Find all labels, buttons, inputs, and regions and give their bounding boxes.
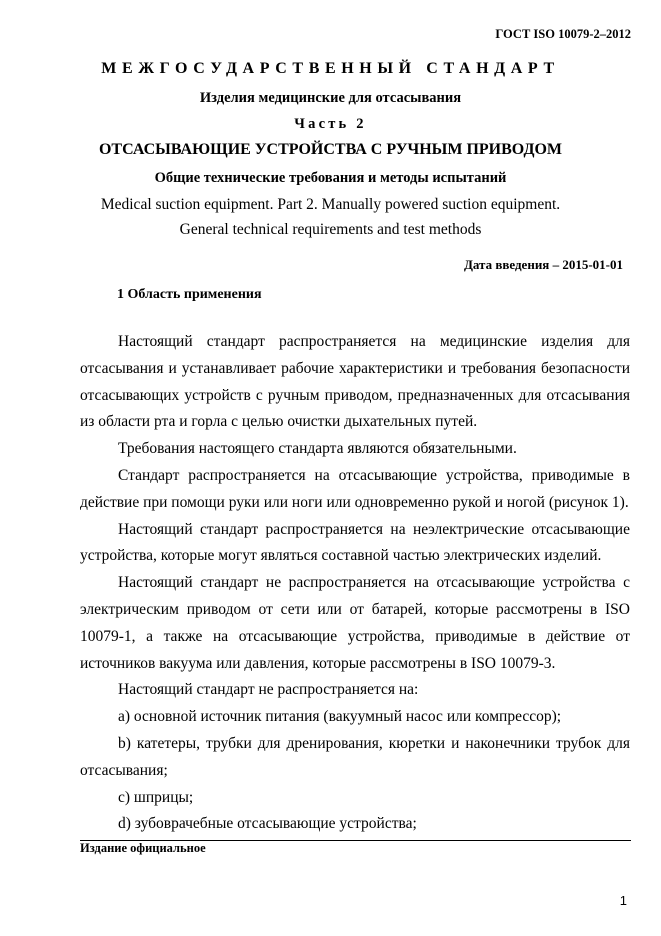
- paragraph: Настоящий стандарт не распространяется на отсасывающие устройства с электрическим приводом от сети или от батарей, которые рассмотрены в ISO 10079-1, а также на отсасывающие устройства, приводимые в действие от источников вакуума или давления, которые рассмотрены в ISO 10079-3.: [80, 574, 630, 672]
- paragraph: Настоящий стандарт распространяется на медицинские изделия для отсасывания и устанавливает рабочие характеристики и требования безопасности отсасывающих устройств с ручным приводом, предназначенных для отсасывания из области рта и горла с целью очистки дыхательных путей.: [80, 333, 630, 431]
- part-label: Часть 2: [294, 116, 367, 132]
- document-title: ОТСАСЫВАЮЩИЕ УСТРОЙСТВА С РУЧНЫМ ПРИВОДОМ: [98, 141, 562, 158]
- paragraph: Настоящий стандарт не распространяется на:: [118, 681, 419, 699]
- section-heading: 1 Область применения: [117, 287, 262, 302]
- paragraph: Стандарт распространяется на отсасывающие устройства, приводимые в действие при помощи руки или ноги или одновременно рукой и ногой (рисунок 1).: [80, 466, 630, 511]
- main-title: МЕЖГОСУДАРСТВЕННЫЙ СТАНДАРТ: [101, 60, 560, 77]
- standard-code: ГОСТ ISO 10079-2–2012: [495, 27, 631, 41]
- edition-label: Издание официальное: [80, 841, 206, 855]
- list-item: d) зубоврачебные отсасывающие устройства;: [118, 815, 417, 833]
- list-item: a) основной источник питания (вакуумный насос или компрессор);: [118, 708, 562, 726]
- subject-title: Изделия медицинские для отсасывания: [199, 90, 462, 106]
- introduction-date: Дата введения – 2015-01-01: [463, 257, 623, 272]
- paragraph: Требования настоящего стандарта являются обязательными.: [118, 440, 517, 458]
- list-item: b) катетеры, трубки для дренирования, кюретки и наконечники трубок для отсасывания;: [80, 734, 630, 779]
- body-text: [80, 329, 630, 838]
- english-title-line-2: General technical requirements and test methods: [179, 221, 482, 238]
- paragraph: Настоящий стандарт распространяется на неэлектрические отсасывающие устройства, которые могут являться составной частью электрических изделий.: [80, 520, 630, 565]
- document-subtitle: Общие технические требования и методы испытаний: [154, 170, 507, 186]
- english-title-line-1: Medical suction equipment. Part 2. Manually powered suction equipment.: [100, 196, 561, 213]
- page-number: 1: [619, 893, 627, 908]
- list-item: c) шприцы;: [118, 788, 194, 806]
